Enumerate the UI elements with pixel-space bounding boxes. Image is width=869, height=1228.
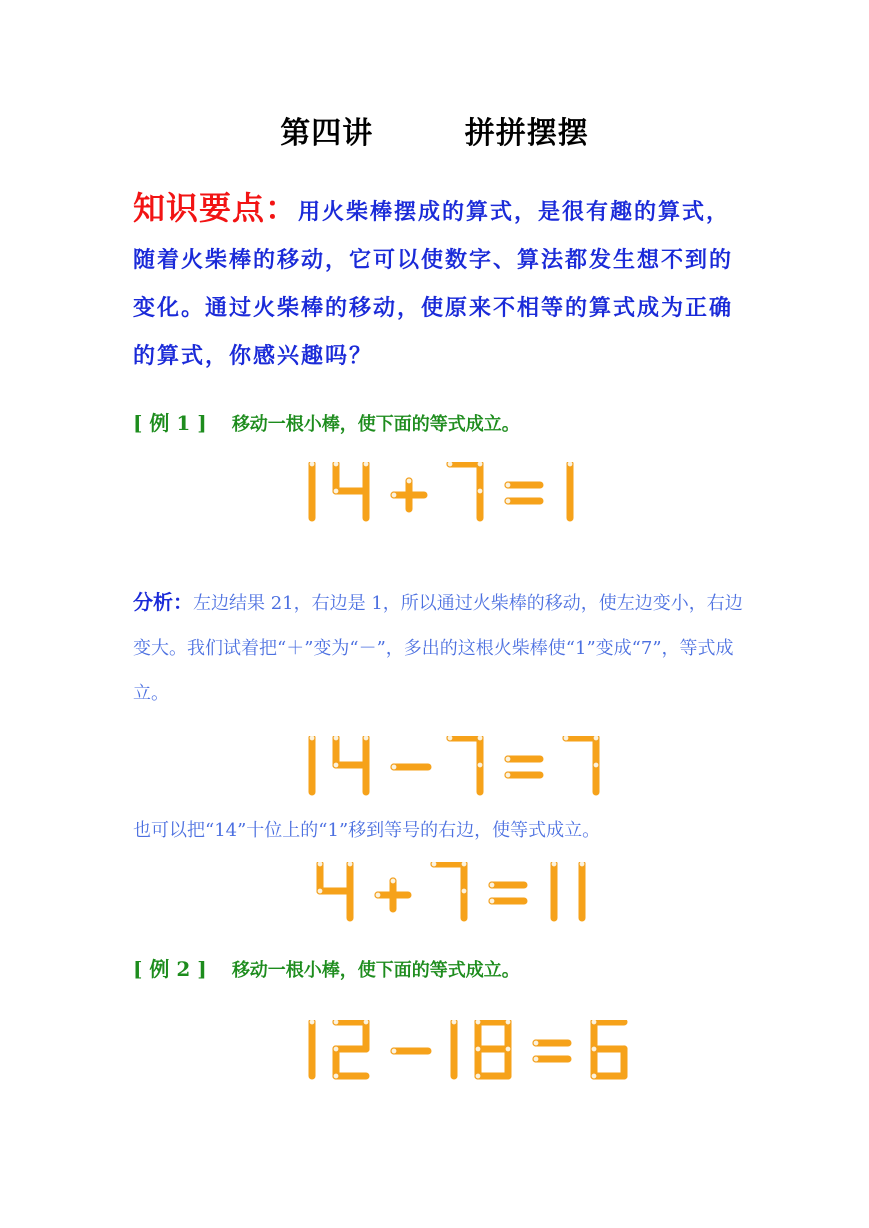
match-head xyxy=(333,1020,339,1025)
match-head xyxy=(461,888,467,894)
match-head xyxy=(591,1020,597,1025)
match-head xyxy=(317,888,323,894)
knowledge-text: 用火柴棒摆成的算式，是很有趣的算式，随着火柴棒的移动，它可以使数字、算法都发生想不到的变化。通过火柴棒的移动，使原来不相等的算式成为正确的算式，你感兴趣吗？ xyxy=(133,199,734,369)
analysis-text: 左边结果 21，右边是 1，所以通过火柴棒的移动，使左边变小，右边变大。我们试着把“＋”变为“－”，多出的这根火柴棒使“1”变成“7”，等式成立。 xyxy=(133,593,743,704)
match-head xyxy=(505,772,511,778)
match-head xyxy=(477,488,483,494)
match-head xyxy=(533,1040,539,1046)
example-2 xyxy=(133,953,520,982)
match-head xyxy=(431,862,437,867)
match-head xyxy=(375,892,381,898)
page-title: 第四讲 拼拼摆摆 xyxy=(280,116,589,151)
match-head xyxy=(567,462,573,467)
match-head xyxy=(309,1020,315,1025)
match-head xyxy=(593,736,599,741)
match-head xyxy=(563,736,569,741)
match-head xyxy=(333,1073,339,1079)
match-head xyxy=(475,1020,481,1025)
match-head xyxy=(347,862,353,867)
match-head xyxy=(505,756,511,762)
analysis-heading: 分析： xyxy=(133,590,193,614)
match-head xyxy=(591,1073,597,1079)
match-head xyxy=(333,1046,339,1052)
match-head xyxy=(333,762,339,768)
match-head xyxy=(461,862,467,867)
match-head xyxy=(363,462,369,467)
alternative-note: 也可以把“14”十位上的“1”移到等号的右边，使等式成立。 xyxy=(133,820,601,841)
match-head xyxy=(505,498,511,504)
equation-12-minus-18-equals-6 xyxy=(300,1020,630,1090)
match-head xyxy=(593,762,599,768)
match-head xyxy=(447,462,453,467)
match-head xyxy=(363,736,369,741)
equation-4-plus-7-equals-11 xyxy=(312,862,622,932)
match-head xyxy=(451,1020,457,1025)
match-head xyxy=(489,898,495,904)
match-head xyxy=(391,1048,397,1054)
match-head xyxy=(406,478,412,484)
match-head xyxy=(391,492,397,498)
match-head xyxy=(505,1046,511,1052)
example-2-label: [ 例 2 ] xyxy=(133,957,207,981)
equation-14-minus-7-equals-7 xyxy=(300,736,620,806)
match-head xyxy=(333,488,339,494)
knowledge-heading: 知识要点： xyxy=(133,189,299,227)
match-head xyxy=(477,736,483,741)
example-1-label: [ 例 1 ] xyxy=(133,411,207,435)
equation-14-plus-7-equals-1 xyxy=(300,462,620,532)
match-head xyxy=(309,462,315,467)
match-head xyxy=(391,764,397,770)
match-head xyxy=(505,1020,511,1025)
match-head xyxy=(579,862,585,867)
match-head xyxy=(477,462,483,467)
match-head xyxy=(477,762,483,768)
match-head xyxy=(591,1046,597,1052)
match-head xyxy=(309,736,315,741)
example-2-text: 移动一根小棒，使下面的等式成立。 xyxy=(231,960,520,981)
match-head xyxy=(447,736,453,741)
analysis-paragraph xyxy=(133,580,743,716)
match-head xyxy=(333,736,339,741)
match-head xyxy=(317,862,323,867)
match-head xyxy=(475,1046,481,1052)
match-head xyxy=(533,1056,539,1062)
match-head xyxy=(363,1020,369,1025)
example-1-text: 移动一根小棒，使下面的等式成立。 xyxy=(231,414,520,435)
match-head xyxy=(333,462,339,467)
match-head xyxy=(489,882,495,888)
example-1 xyxy=(133,407,520,436)
match-head xyxy=(475,1073,481,1079)
knowledge-paragraph xyxy=(133,184,743,380)
match-head xyxy=(551,862,557,867)
match-head xyxy=(505,482,511,488)
match-head xyxy=(390,878,396,884)
